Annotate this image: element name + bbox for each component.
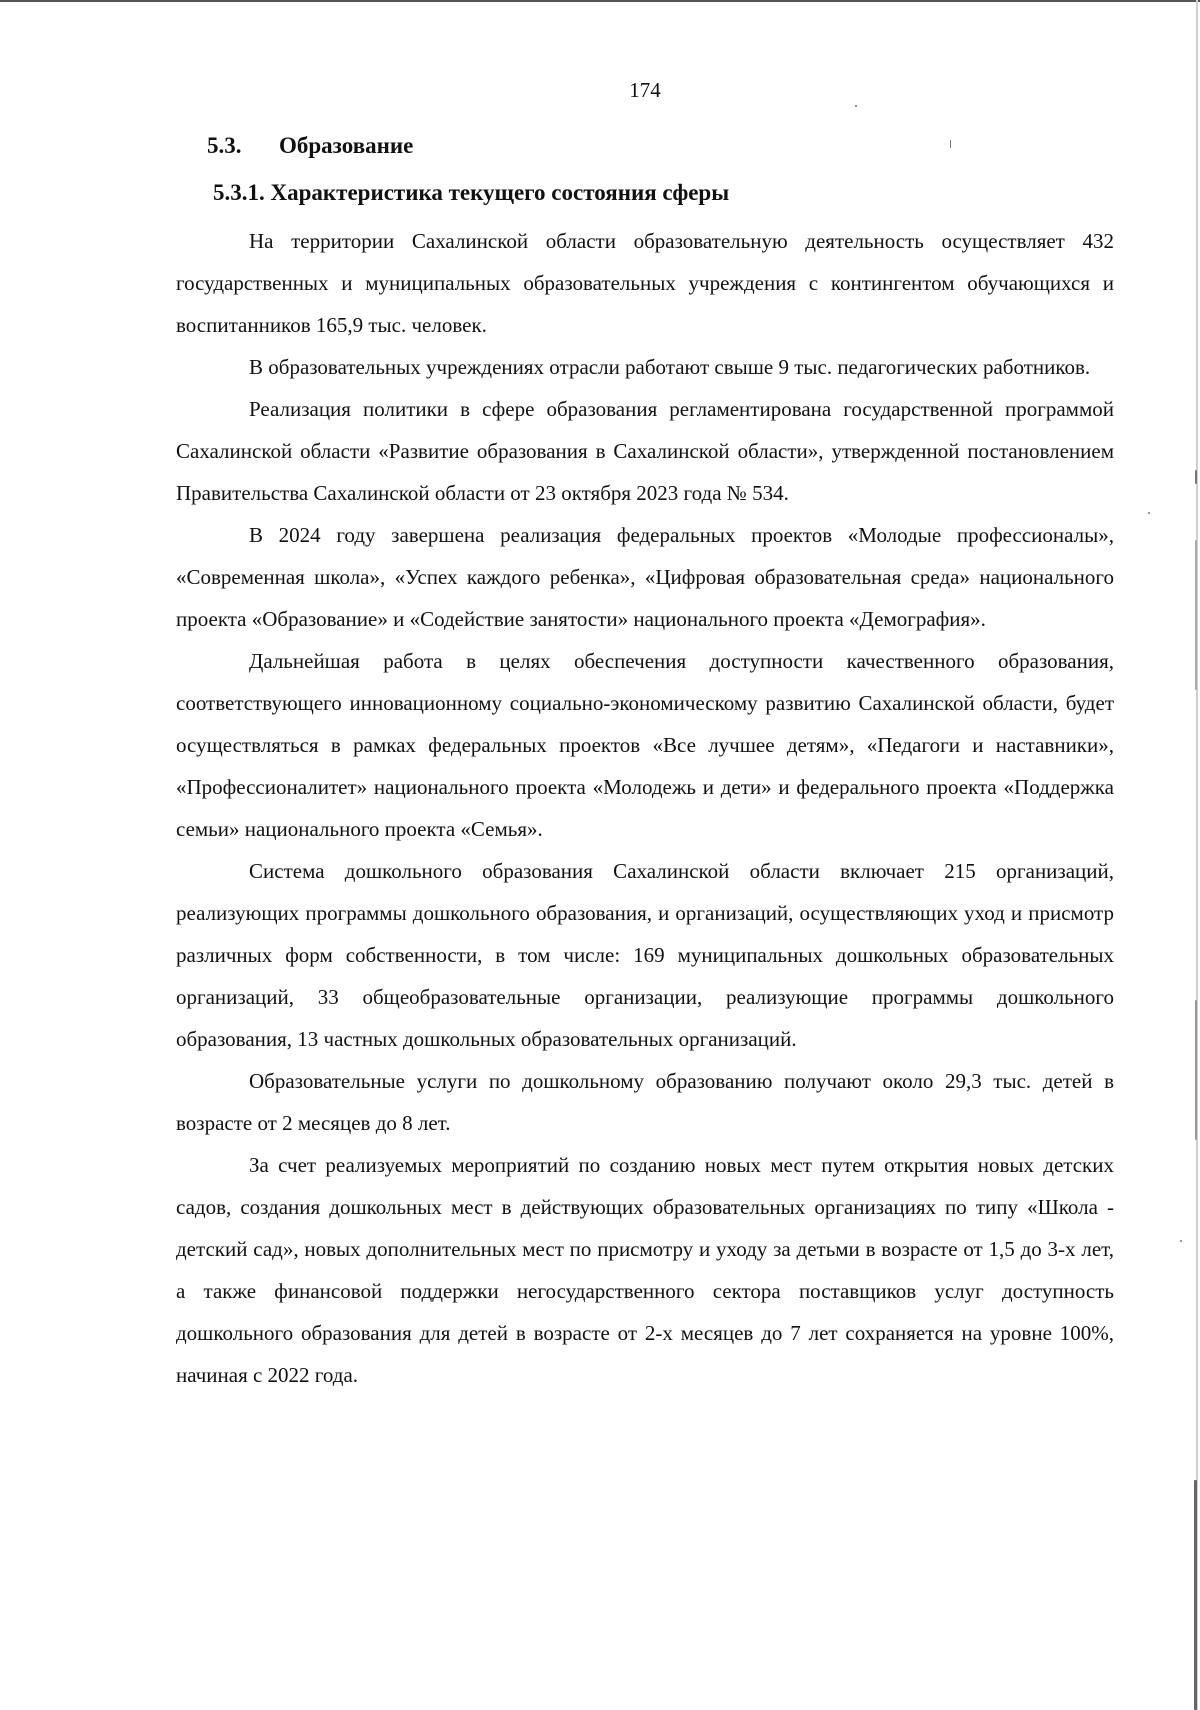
paragraph: В 2024 году завершена реализация федеральных проектов «Молодые профессионалы», «Современная школа», «Успех каждого ребенка», «Цифровая образовательная среда» национального проекта «Образование» и «Содействие занятости» национального проекта «Демография». (176, 523, 1114, 631)
scan-speck (1195, 540, 1197, 690)
document-body (176, 220, 1114, 1396)
scan-top-border (0, 0, 1200, 2)
section-title: Образование (279, 133, 414, 158)
scan-speck (1148, 512, 1150, 514)
scan-speck (1180, 1240, 1182, 1242)
paragraph: Реализация политики в сфере образования регламентирована государственной программой Сахалинской области «Развитие образования в Сахалинской области», утвержденной постановлением Правительства Сахалинской области от 23 октября 2023 года № 534. (176, 397, 1114, 505)
section-number: 5.3. (207, 133, 242, 158)
page-number: 174 (629, 78, 661, 102)
scan-speck (1195, 470, 1197, 484)
scan-speck (1194, 1480, 1197, 1710)
scan-speck (1195, 1000, 1197, 1140)
subsection-heading: 5.3.1. Характеристика текущего состояния сферы (213, 180, 730, 205)
paragraph: Образовательные услуги по дошкольному образованию получают около 29,3 тыс. детей в возрасте от 2 месяцев до 8 лет. (176, 1069, 1114, 1135)
section-heading (207, 133, 413, 159)
paragraph: Дальнейшая работа в целях обеспечения доступности качественного образования, соответствующего инновационному социально-экономическому развитию Сахалинской области, будет осуществляться в рамках федеральных проектов «Все лучшее детям», «Педагоги и наставники», «Профессионалитет» национального проекта «Молодежь и дети» и федерального проекта «Поддержка семьи» национального проекта «Семья». (176, 649, 1114, 841)
scan-speck (950, 140, 951, 148)
paragraph: Система дошкольного образования Сахалинской области включает 215 организаций, реализующих программы дошкольного образования, и организаций, осуществляющих уход и присмотр различных форм собственности, в том числе: 169 муниципальных дошкольных образовательных организаций, 33 общеобразовательные организации, реализующие программы дошкольного образования, 13 частных дошкольных образовательных организаций. (176, 859, 1114, 1051)
paragraph: На территории Сахалинской области образовательную деятельность осуществляет 432 государственных и муниципальных образовательных учреждения с контингентом обучающихся и воспитанников 165,9 тыс. человек. (176, 229, 1114, 337)
scan-right-edge (1196, 0, 1198, 1710)
paragraph: За счет реализуемых мероприятий по созданию новых мест путем открытия новых детских садов, создания дошкольных мест в действующих образовательных организациях по типу «Школа - детский сад», новых дополнительных мест по присмотру и уходу за детьми в возрасте от 1,5 до 3-х лет, а также финансовой поддержки негосударственного сектора поставщиков услуг доступность дошкольного образования для детей в возрасте от 2-х месяцев до 7 лет сохраняется на уровне 100%, начиная с 2022 года. (176, 1153, 1114, 1387)
scan-speck (855, 105, 857, 107)
paragraph: В образовательных учреждениях отрасли работают свыше 9 тыс. педагогических работников. (249, 355, 1091, 379)
